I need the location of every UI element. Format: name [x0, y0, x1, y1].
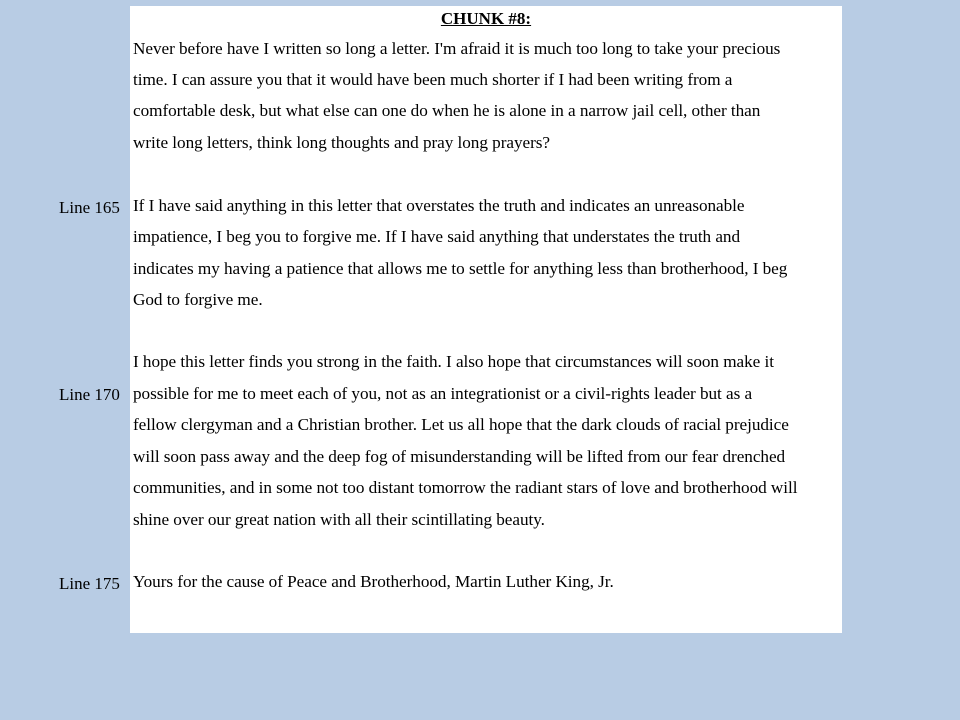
text-line: indicates my having a patience that allows me to settle for anything less than brotherhood, I beg	[133, 259, 788, 278]
line-number-label: Line 165	[59, 198, 120, 217]
document-page	[130, 6, 842, 633]
line-number-label: Line 170	[59, 385, 120, 404]
line-number-label: Line 175	[59, 574, 120, 593]
text-line: shine over our great nation with all their scintillating beauty.	[133, 510, 545, 529]
text-line: God to forgive me.	[133, 290, 263, 309]
text-line: time. I can assure you that it would have been much shorter if I had been writing from a	[133, 70, 733, 89]
text-line: I hope this letter finds you strong in the faith. I also hope that circumstances will soon make it	[133, 352, 774, 371]
text-line: fellow clergyman and a Christian brother. Let us all hope that the dark clouds of racial prejudice	[133, 415, 789, 434]
text-line: will soon pass away and the deep fog of misunderstanding will be lifted from our fear drenched	[133, 447, 786, 466]
text-line: impatience, I beg you to forgive me. If I have said anything that understates the truth and	[133, 227, 741, 246]
text-line: If I have said anything in this letter that overstates the truth and indicates an unreasonable	[133, 196, 745, 215]
text-line: Yours for the cause of Peace and Brotherhood, Martin Luther King, Jr.	[133, 572, 614, 591]
text-line: communities, and in some not too distant tomorrow the radiant stars of love and brotherhood will	[133, 478, 798, 497]
text-line: possible for me to meet each of you, not as an integrationist or a civil-rights leader but as a	[133, 384, 753, 403]
text-line: Never before have I written so long a letter. I'm afraid it is much too long to take your precious	[133, 39, 781, 58]
text-line: write long letters, think long thoughts and pray long prayers?	[133, 133, 550, 152]
text-line: comfortable desk, but what else can one do when he is alone in a narrow jail cell, other than	[133, 101, 761, 120]
chunk-title: CHUNK #8:	[440, 9, 532, 28]
